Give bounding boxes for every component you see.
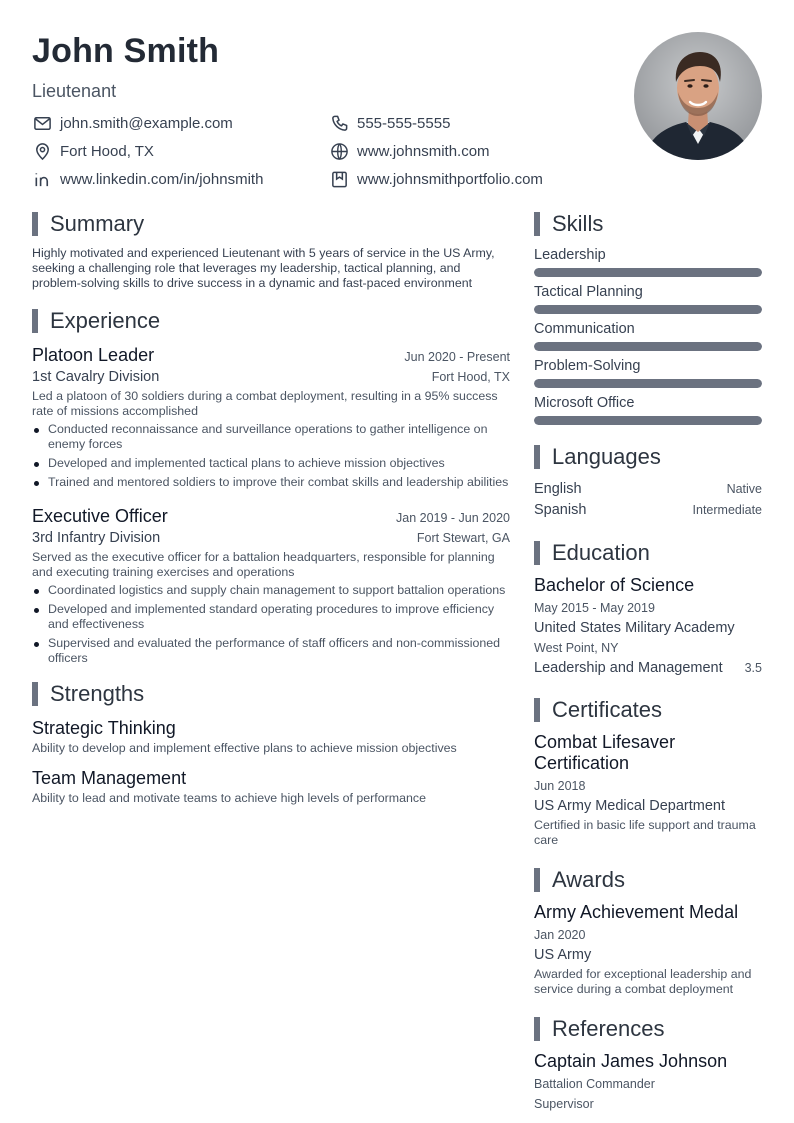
language-item (534, 500, 762, 521)
job-bullets (32, 422, 510, 490)
section-accent-bar (534, 212, 540, 236)
skill-item (534, 283, 762, 314)
contact-portfolio[interactable] (329, 169, 543, 189)
job-bullet: Developed and implemented tactical plans to achieve mission objectives (32, 456, 510, 471)
contact-website[interactable] (329, 141, 490, 161)
experience-heading-text: Experience (50, 308, 161, 333)
certificate-date: Jun 2018 (534, 779, 586, 793)
certificates-heading (534, 696, 762, 724)
languages-list (534, 479, 762, 521)
summary-heading (32, 210, 510, 238)
award-date: Jan 2020 (534, 928, 586, 942)
contact-location (32, 141, 154, 161)
skill-name: Tactical Planning (534, 284, 643, 300)
education-degree: Bachelor of Science (534, 575, 695, 595)
experience-heading (32, 307, 510, 335)
skills-heading-text: Skills (552, 211, 604, 236)
job-organization: 3rd Infantry Division (32, 530, 161, 546)
strengths-heading-text: Strengths (50, 681, 145, 706)
reference-entry (534, 1051, 762, 1114)
certificate-issuer: US Army Medical Department (534, 798, 725, 814)
reference-position: Battalion Commander (534, 1077, 655, 1091)
job-bullet: Coordinated logistics and supply chain management to support battalion operations (32, 583, 510, 598)
job-description: Led a platoon of 30 soldiers during a combat deployment, resulting in a 95% success rate of missions accomplished (32, 389, 498, 418)
bullet-dot (34, 642, 39, 647)
section-accent-bar (534, 868, 540, 892)
section-accent-bar (534, 445, 540, 469)
award-issuer: US Army (534, 947, 592, 963)
summary-text: Highly motivated and experienced Lieutenant with 5 years of service in the US Army, seeking a challenging role that leverages my leadership, tactical planning, and problem-solving skills to drive success in a dynamic and fast-paced environment (32, 246, 495, 290)
skill-level-fill (534, 342, 762, 351)
contact-website-text: www.johnsmith.com (357, 142, 490, 160)
left-column (32, 210, 510, 816)
linkedin-icon (32, 169, 52, 189)
candidate-title: Lieutenant (32, 81, 117, 101)
skill-level-bar (534, 416, 762, 425)
education-gpa: 3.5 (744, 661, 762, 675)
bullet-dot (34, 608, 39, 613)
resume-header (32, 30, 632, 205)
section-accent-bar (32, 682, 38, 706)
award-title: Army Achievement Medal (534, 902, 739, 922)
job-bullets (32, 583, 510, 666)
skill-level-fill (534, 305, 762, 314)
summary-heading-text: Summary (50, 211, 145, 236)
job-dates: Jun 2020 - Present (404, 350, 510, 364)
certificate-title: Combat Lifesaver Certification (534, 732, 676, 773)
job-bullet: Trained and mentored soldiers to improve their combat skills and leadership abilities (32, 475, 510, 490)
language-level: Intermediate (692, 503, 762, 517)
strengths-heading (32, 680, 510, 708)
location-pin-icon (32, 141, 52, 161)
strength-item (32, 766, 510, 806)
education-entry (534, 575, 762, 678)
contact-phone-text: 555-555-5555 (357, 114, 451, 132)
language-item (534, 479, 762, 500)
profile-photo (634, 32, 762, 160)
job-organization: 1st Cavalry Division (32, 369, 160, 385)
section-accent-bar (32, 309, 38, 333)
job-location: Fort Stewart, GA (416, 531, 510, 545)
skills-list (534, 246, 762, 425)
mail-icon (32, 113, 52, 133)
education-location: West Point, NY (534, 641, 619, 655)
contact-location-text: Fort Hood, TX (60, 142, 154, 160)
strength-description: Ability to lead and motivate teams to achieve high levels of performance (32, 791, 426, 805)
education-field: Leadership and Management (534, 660, 723, 676)
job-title: Platoon Leader (32, 345, 155, 365)
section-accent-bar (534, 541, 540, 565)
portfolio-icon (329, 169, 349, 189)
contact-portfolio-text: www.johnsmithportfolio.com (357, 170, 543, 188)
references-heading-text: References (552, 1016, 665, 1041)
right-column (534, 210, 762, 1114)
contact-linkedin-text: www.linkedin.com/in/johnsmith (60, 170, 264, 188)
strength-description: Ability to develop and implement effective plans to achieve mission objectives (32, 741, 457, 755)
languages-heading-text: Languages (552, 444, 661, 469)
skill-level-bar (534, 379, 762, 388)
references-heading (534, 1015, 762, 1043)
job-entry (32, 343, 510, 490)
strength-title: Strategic Thinking (32, 718, 176, 738)
languages-heading (534, 443, 762, 471)
strength-title: Team Management (32, 768, 187, 788)
skill-item (534, 357, 762, 388)
section-accent-bar (534, 698, 540, 722)
contact-email[interactable] (32, 113, 233, 133)
job-description: Served as the executive officer for a battalion headquarters, responsible for planning and executing training exercises and operations (32, 550, 495, 579)
skill-level-fill (534, 416, 762, 425)
reference-relation: Supervisor (534, 1097, 594, 1111)
bullet-dot (34, 462, 39, 467)
skill-name: Problem-Solving (534, 358, 641, 374)
awards-heading-text: Awards (552, 867, 625, 892)
certificate-description: Certified in basic life support and trauma care (534, 818, 756, 847)
language-name: English (534, 481, 582, 497)
section-accent-bar (32, 212, 38, 236)
skill-name: Microsoft Office (534, 395, 635, 411)
section-accent-bar (534, 1017, 540, 1041)
skill-item (534, 320, 762, 351)
job-entry (32, 504, 510, 666)
job-bullet: Conducted reconnaissance and surveillance operations to gather intelligence on enemy forces (32, 422, 510, 452)
education-field-row (534, 658, 762, 678)
skill-item (534, 246, 762, 277)
job-dates: Jan 2019 - Jun 2020 (396, 511, 510, 525)
education-heading-text: Education (552, 540, 650, 565)
contact-email-text: john.smith@example.com (60, 114, 233, 132)
contact-linkedin[interactable] (32, 169, 263, 189)
candidate-name: John Smith (32, 32, 220, 70)
certificate-entry (534, 732, 762, 848)
certificates-heading-text: Certificates (552, 697, 663, 722)
skill-level-fill (534, 379, 762, 388)
award-description: Awarded for exceptional leadership and service during a combat deployment (534, 967, 752, 996)
contact-phone[interactable] (329, 113, 450, 133)
globe-icon (329, 141, 349, 161)
language-name: Spanish (534, 502, 587, 518)
awards-heading (534, 866, 762, 894)
job-bullet: Supervised and evaluated the performance of staff officers and non-commissioned officers (32, 636, 510, 666)
strength-item (32, 716, 510, 756)
job-title: Executive Officer (32, 506, 168, 526)
education-school: United States Military Academy (534, 620, 735, 636)
reference-name: Captain James Johnson (534, 1051, 728, 1071)
education-heading (534, 539, 762, 567)
award-entry (534, 902, 762, 997)
skill-item (534, 394, 762, 425)
skill-level-bar (534, 268, 762, 277)
job-location: Fort Hood, TX (431, 370, 510, 384)
education-dates: May 2015 - May 2019 (534, 601, 655, 615)
skill-name: Communication (534, 321, 635, 337)
bullet-dot (34, 428, 39, 433)
bullet-dot (34, 589, 39, 594)
phone-icon (329, 113, 349, 133)
skills-heading (534, 210, 762, 238)
skill-level-bar (534, 342, 762, 351)
language-level: Native (726, 482, 762, 496)
job-bullet: Developed and implemented standard operating procedures to improve efficiency and effectiveness (32, 602, 510, 632)
skill-level-fill (534, 268, 762, 277)
bullet-dot (34, 481, 39, 486)
skill-level-bar (534, 305, 762, 314)
skill-name: Leadership (534, 247, 606, 263)
